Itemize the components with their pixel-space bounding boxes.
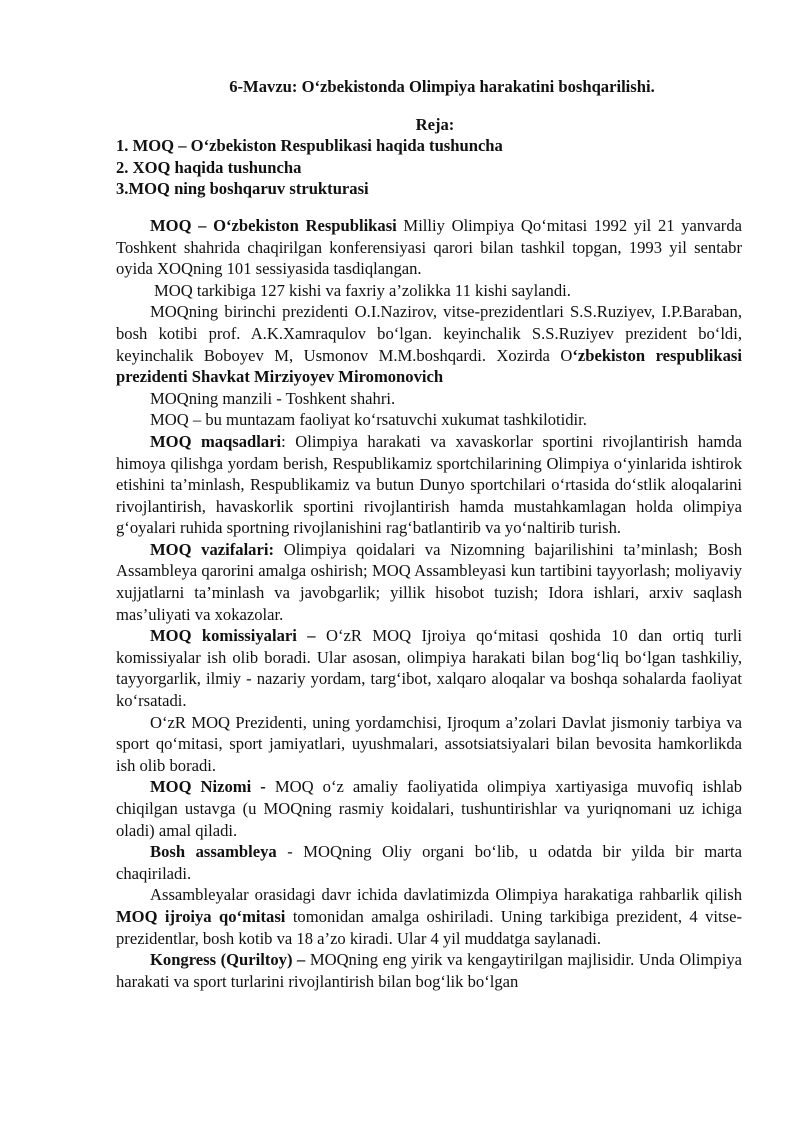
paragraph-charter (116, 776, 742, 841)
bold-term: MOQ maqsadlari (150, 431, 282, 451)
plan-item: 2. XOQ haqida tushuncha (116, 157, 302, 177)
bold-term: ‘zbekiston respublikasi prezidenti Shavkat Mirziyoyev Miromonovich (116, 345, 743, 387)
paragraph-text: MOQning eng yirik va kengaytirilgan majlisidir. Unda Olimpiya harakati va sport turlarini rivojlantirish bilan bog‘lik bo‘lgan (116, 950, 742, 991)
plan-item: 3.MOQ ning boshqaruv strukturasi (116, 179, 369, 199)
paragraph-text: Olimpiya qoidalari va Nizomning bajarilishini ta’minlash; Bosh Assambleya qarorini amalga oshirish; MOQ Assambleyasi kun tartibini tayyorlash; moliyaviy xujjatlarni ta’minlash va javobgarlik; yillik hisobot tuzish; Idora ishlari, arxiv saqlash mas’uliyati va xokazolar. (116, 539, 742, 624)
paragraph-executive-committee (116, 884, 742, 949)
paragraph-text: Assambleyalar orasidagi davr ichida davlatimizda Olimpiya harakatiga rahbarlik qilish (150, 885, 742, 905)
paragraph-presidents (116, 301, 742, 387)
paragraph-address (116, 388, 742, 410)
paragraph-text: MOQning manzili - Toshkent shahri. (150, 388, 396, 408)
plan-item: 1. MOQ – O‘zbekiston Respublikasi haqida tushuncha (116, 136, 503, 156)
bold-term: MOQ komissiyalari – (150, 626, 316, 646)
bold-term: Bosh assambleya (150, 842, 277, 862)
paragraph-text: MOQ – bu muntazam faoliyat ko‘rsatuvchi xukumat tashkilotidir. (150, 410, 587, 430)
paragraph-general-assembly (116, 841, 742, 884)
paragraph-definition (116, 409, 742, 431)
plan-heading: Reja: (415, 114, 455, 134)
plan-list (116, 135, 742, 200)
bold-term: Kongress (Quriltoy) – (150, 950, 306, 970)
bold-term: MOQ Nizomi - (150, 777, 266, 797)
bold-term: MOQ ijroiya qo‘mitasi (116, 906, 286, 926)
paragraph-congress (116, 949, 742, 992)
paragraph-goals (116, 431, 742, 539)
paragraph-text: MOQ tarkibiga 127 kishi va faxriy a’zolikka 11 kishi saylandi. (154, 280, 571, 300)
paragraph-text: O‘zR MOQ Ijroiya qo‘mitasi qoshida 10 dan ortiq turli komissiyalar ish olib boradi. Ular asosan, olimpiya harakati bilan bog‘liq bo‘lgan tashkiliy, tayyorgarlik, ilmiy - nazariy yordam, targ‘ibot, xalqaro aloqalar va boshqa sohalarda faoliyat ko‘rsatadi. (116, 626, 743, 711)
paragraph-tasks (116, 539, 742, 625)
bold-term: MOQ vazifalari: (150, 539, 274, 559)
paragraph-moq-intro (116, 215, 742, 280)
paragraph-cooperation (116, 712, 742, 777)
paragraph-text: O‘zR MOQ Prezidenti, uning yordamchisi, Ijroqum a’zolari Davlat jismoniy tarbiya va sport qo‘mitasi, sport jamiyatlari, uyushmalari, assotsiatsiyalari bilan bevosita hamkorlikda ish olib boradi. (116, 712, 742, 775)
paragraph-commissions (116, 625, 742, 711)
paragraph-members (116, 280, 742, 302)
paragraph-text: MOQ o‘z amaliy faoliyatida olimpiya xartiyasiga muvofiq ishlab chiqilgan ustavga (u MOQning rasmiy koidalari, tushuntirishlar va yuriqnomani uz ichiga oladi) amal qiladi. (116, 777, 742, 840)
paragraph-text: Milliy Olimpiya Qo‘mitasi 1992 yil 21 yanvarda Toshkent shahrida chaqirilgan konferensiyasi qarori bilan tashkil topgan, 1993 yil sentabr oyida XOQning 101 sessiyasida tasdiqlangan. (116, 215, 743, 279)
paragraph-text: tomonidan amalga oshiriladi. Uning tarkibiga prezident, 4 vitse-prezidentlar, bosh kotib va 18 a’zo kiradi. Ular 4 yil muddatga saylanadi. (116, 906, 742, 948)
paragraph-text: : Olimpiya harakati va xavaskorlar sportini rivojlantirish hamda himoya qilishga yordam berish, Respublikamiz sportchilarining Olimpiya o‘yinlarida ishtirok etishini ta’minlash, Respublikamiz va butun Dunyo sportchilari o‘rtasida do‘stlik aloqalarini rivojlantirish, havaskorlik sportini rivojlantirish hamda mustahkamlagan holda olimpiya g‘oyalari ruhida sportning rivojlanishini rag‘batlantirib va yo‘naltirib turish. (116, 431, 742, 538)
page-title: 6-Mavzu: O‘zbekistonda Olimpiya harakatini boshqarilishi. (229, 77, 655, 96)
paragraph-text: MOQning birinchi prezidenti O.I.Nazirov, vitse-prezidentlari S.S.Ruziyev, I.P.Baraban, bosh kotibi prof. A.K.Xamraqulov bo‘lgan. keyinchalik S.S.Ruziyev prezident bo‘ldi, keyinchalik Boboyev M, Usmonov M.M.boshqardi. Xozirda O (116, 302, 742, 365)
bold-term: MOQ – O‘zbekiston Respublikasi (150, 215, 397, 235)
paragraph-text: - MOQning Oliy organi bo‘lib, u odatda bir yilda bir marta chaqiriladi. (116, 842, 742, 883)
